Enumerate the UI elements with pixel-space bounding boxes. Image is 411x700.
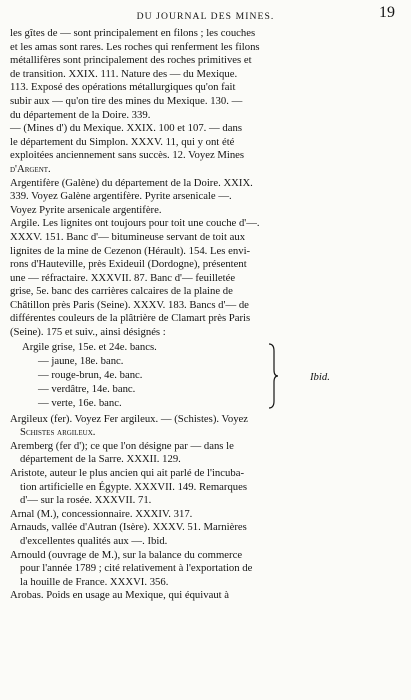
text-line: 113. Exposé des opérations métallurgiques qu'on fait bbox=[10, 81, 236, 94]
index-entry-argentifere bbox=[10, 177, 401, 218]
clay-bank-item: — jaune, 18e. banc. bbox=[38, 354, 124, 367]
entry-heading-line: Argentifère (Galène) du département de la Doire. XXIX. bbox=[10, 176, 253, 189]
text-line: subir aux — qu'on tire des mines du Mexique. 130. — bbox=[10, 94, 243, 107]
text-line: de transition. XXIX. 111. Nature des — du Mexique. bbox=[10, 67, 238, 80]
text-line: 339. Voyez Galène argentifère. Pyrite arsenicale —. bbox=[10, 190, 232, 203]
index-entry-arnauds bbox=[10, 521, 401, 548]
entry-heading-line: Argile. Les lignites ont toujours pour toit une couche d'—. bbox=[10, 217, 260, 230]
index-entry-aristote bbox=[10, 467, 401, 508]
text-line: d'— sur la rosée. XXXVII. 71. bbox=[20, 494, 152, 507]
text-line: pour l'année 1789 ; cité relativement à l'exportation de bbox=[20, 562, 253, 575]
text-line: lignites de la mine de Cezenon (Hérault). 154. Les envi- bbox=[10, 244, 251, 257]
text-line: XXXV. 151. Banc d'— bitumineuse servant de toit aux bbox=[10, 230, 246, 243]
text-line: les gîtes de — sont principalement en filons ; les couches bbox=[10, 27, 256, 39]
text-line: Châtillon près Paris (Seine). XXXV. 183. Bancs d'— de bbox=[10, 298, 249, 311]
page-number: 19 bbox=[379, 4, 395, 21]
text-line: exploitées anciennement sans succès. 12. Voyez Mines bbox=[10, 149, 245, 162]
entry-heading-line: Arnould (ouvrage de M.), sur la balance du commerce bbox=[10, 548, 243, 561]
text-line: et les amas sont rares. Les roches qui renferment les filons bbox=[10, 40, 260, 53]
entry-heading-line: Aristote, auteur le plus ancien qui ait parlé de l'incuba- bbox=[10, 467, 244, 480]
entry-heading-line: Argileux (fer). Voyez Fer argileux. — (Schistes). Voyez bbox=[10, 412, 249, 425]
text-line: du département de la Doire. 339. bbox=[10, 108, 151, 121]
entry-heading-line: Arnauds, vallée d'Autran (Isère). XXXV. 51. Marnières bbox=[10, 521, 247, 534]
text-line: Schistes argileux. bbox=[20, 426, 96, 439]
index-entry-arnal bbox=[10, 508, 401, 522]
clay-bank-item: Argile grise, 15e. et 24e. bancs. bbox=[22, 340, 157, 353]
running-title: DU JOURNAL DES MINES. bbox=[136, 11, 275, 22]
text-line: différentes couleurs de la plâtrière de Clamart près Paris bbox=[10, 312, 251, 325]
index-entry-argileux bbox=[10, 413, 401, 440]
entry-heading-line: Aremberg (fer d'); ce que l'on désigne par — dans le bbox=[10, 439, 234, 452]
text-line: Voyez Pyrite arsenicale argentifère. bbox=[10, 203, 162, 216]
text-line: d'Argent. bbox=[10, 162, 51, 175]
text-line: le département du Simplon. XXXV. 11, qui y ont été bbox=[10, 135, 235, 148]
clay-bank-item: — verdâtre, 14e. banc. bbox=[38, 382, 136, 395]
index-entry-continuation bbox=[10, 27, 401, 177]
text-line: — (Mines d') du Mexique. XXIX. 100 et 107. — dans bbox=[10, 122, 242, 135]
curly-brace bbox=[268, 343, 278, 409]
clay-bank-item: — rouge-brun, 4e. banc. bbox=[38, 368, 143, 381]
entry-heading-line: Arnal (M.), concessionnaire. XXXIV. 317. bbox=[10, 507, 193, 520]
text-line: rons d'Hauteville, près Exideuil (Dordogne), présentent bbox=[10, 258, 247, 271]
index-entry-aremberg bbox=[10, 440, 401, 467]
text-line: une — réfractaire. XXXVII. 87. Banc d'— feuilletée bbox=[10, 271, 236, 284]
clay-bank-list bbox=[10, 341, 401, 413]
index-entry-argile bbox=[10, 217, 401, 339]
ibid-reference: Ibid. bbox=[310, 370, 330, 383]
index-entry-arnould bbox=[10, 549, 401, 590]
text-line: tion artificielle en Égypte. XXXVII. 149. Remarques bbox=[20, 480, 248, 493]
clay-bank-item: — verte, 16e. banc. bbox=[38, 396, 122, 409]
page-header bbox=[10, 6, 401, 26]
index-entry-arobas bbox=[10, 589, 401, 603]
text-line: la houille de France. XXXVI. 356. bbox=[20, 575, 169, 588]
text-line: (Seine). 175 et suiv., ainsi désignés : bbox=[10, 326, 166, 339]
text-line: département de la Sarre. XXXII. 129. bbox=[20, 453, 181, 466]
entry-heading-line: Arobas. Poids en usage au Mexique, qui équivaut à bbox=[10, 589, 230, 602]
text-line: d'excellentes qualités aux —. Ibid. bbox=[20, 535, 168, 547]
text-line: grise, 5e. banc des carrières calcaires de la plaine de bbox=[10, 285, 233, 298]
text-line: métallifères sont principalement des roches primitives et bbox=[10, 54, 252, 67]
